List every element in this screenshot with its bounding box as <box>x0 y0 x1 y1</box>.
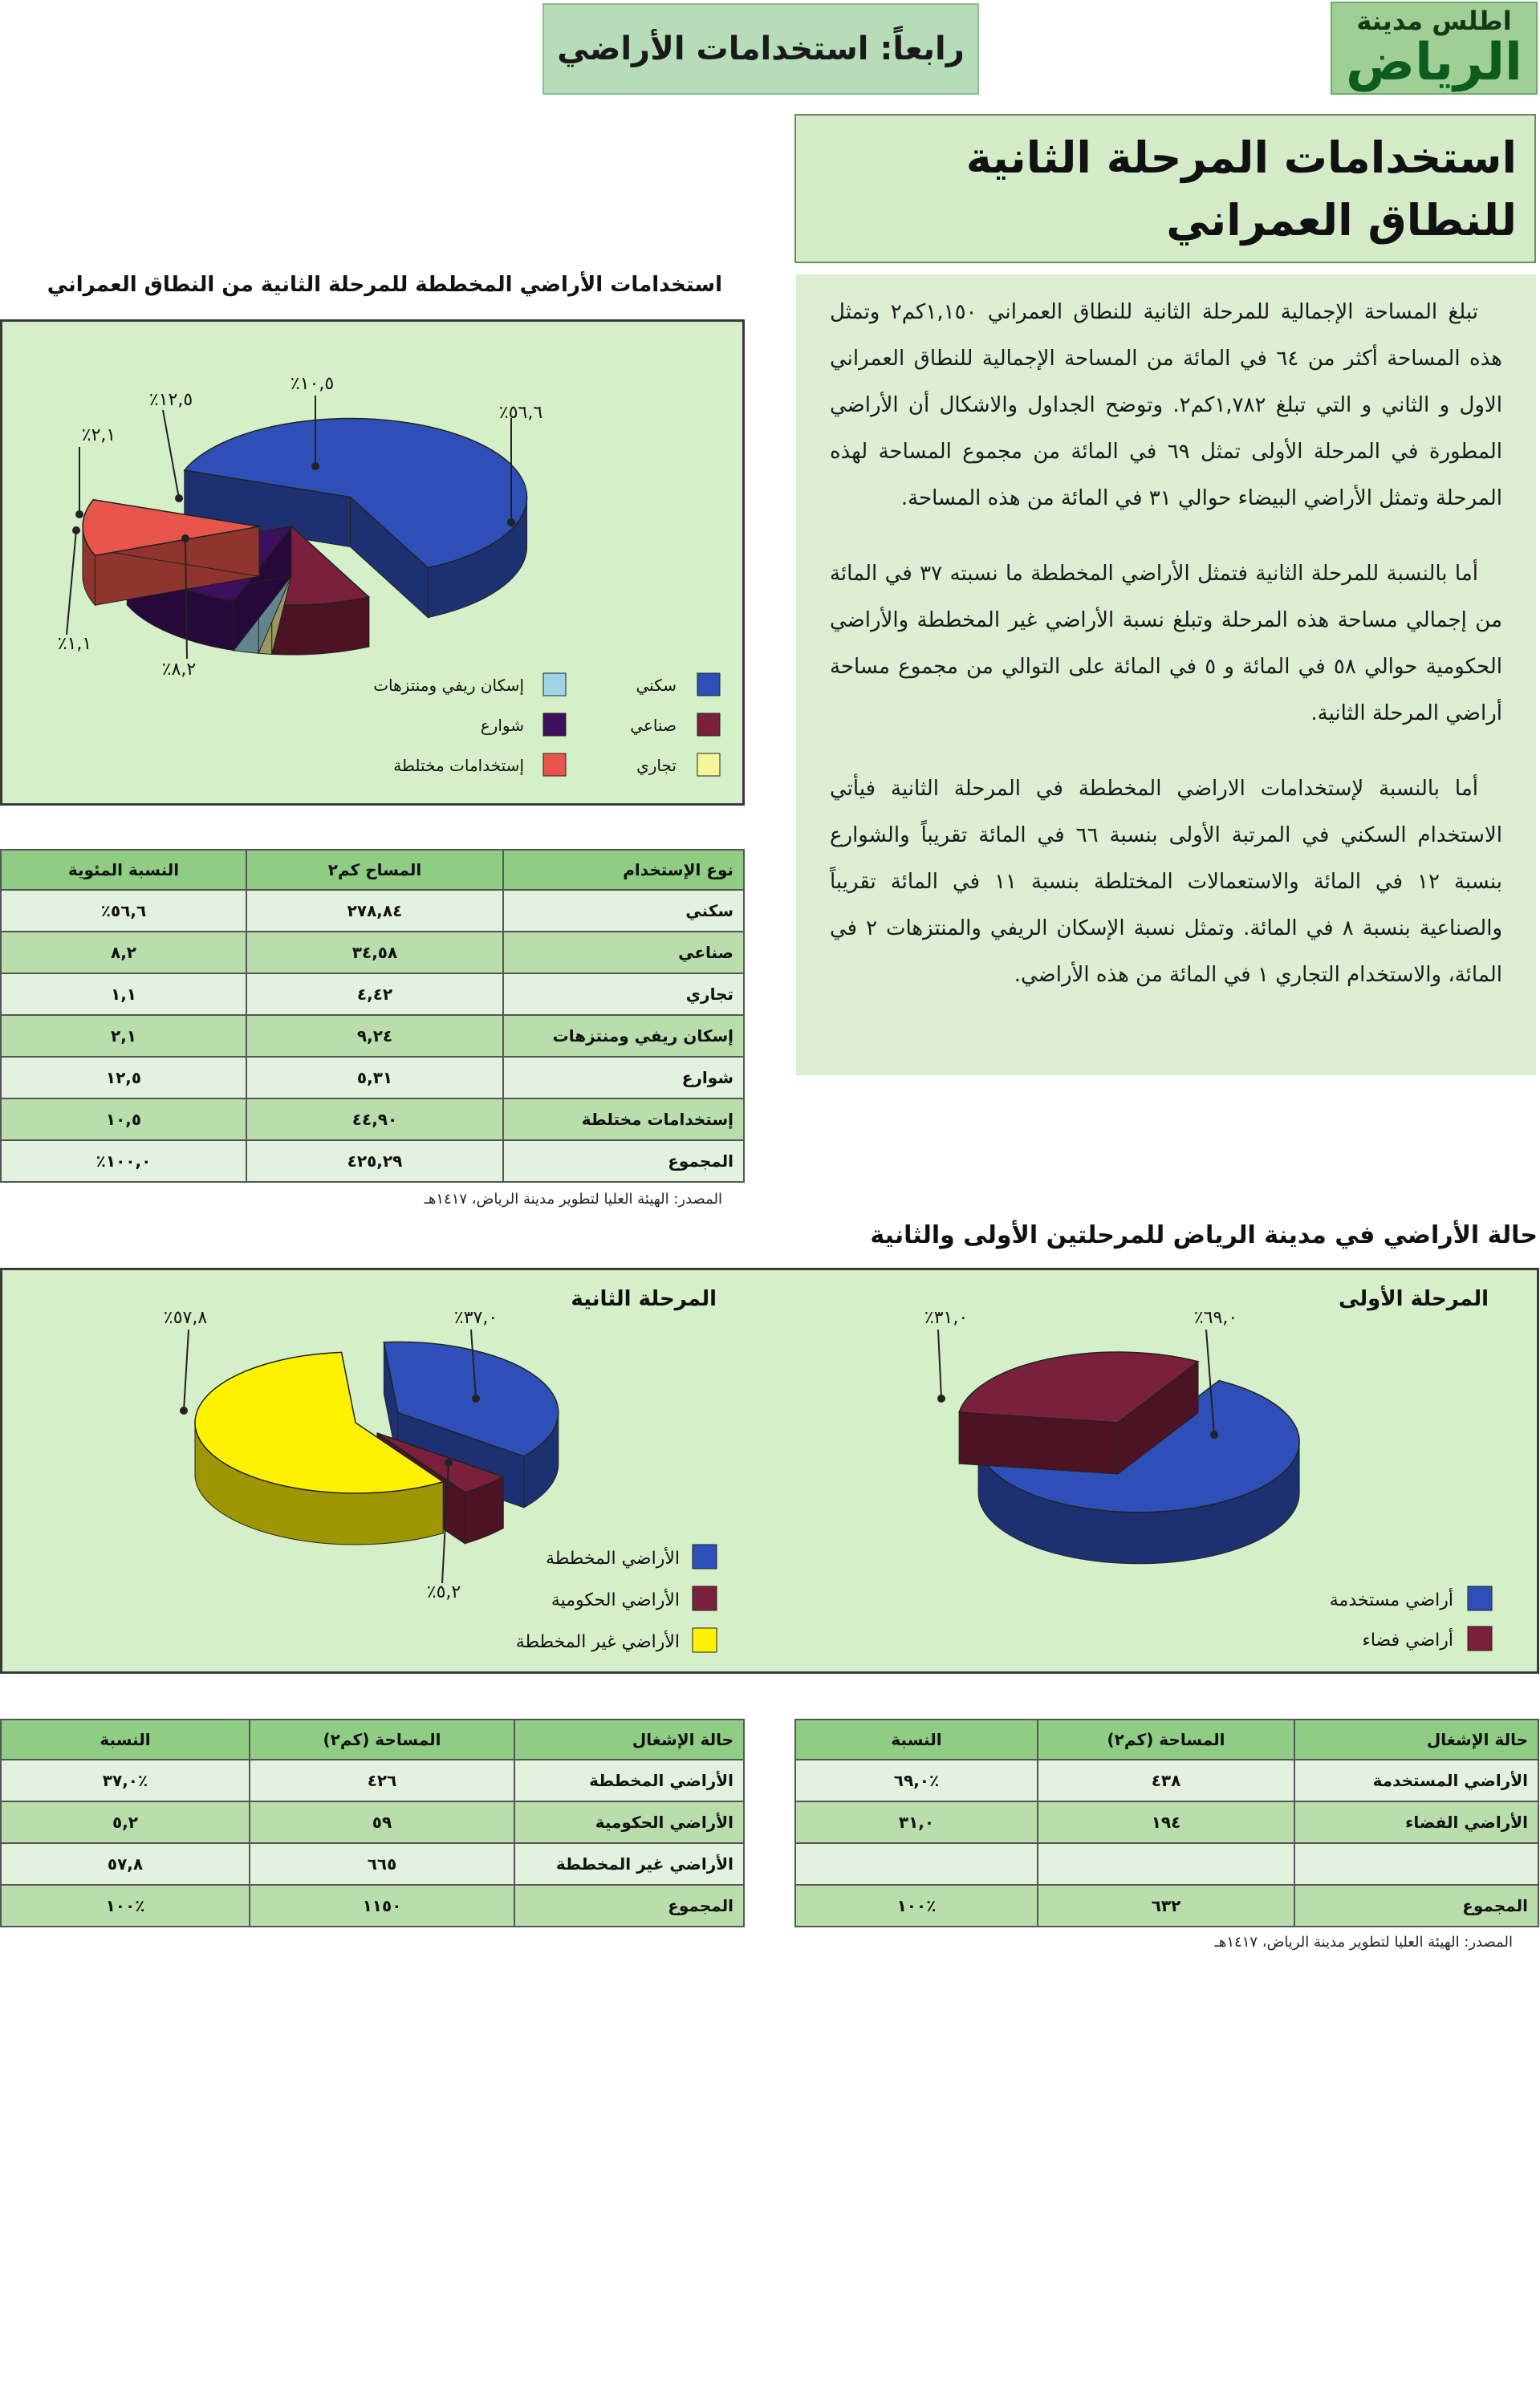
legend-vacant: أراضي فضاء <box>1362 1630 1453 1651</box>
cell: ٩,٢٤ <box>246 1015 503 1057</box>
cell: شوارع <box>503 1057 744 1098</box>
page-title-line1: استخدامات المرحلة الثانية <box>965 132 1517 183</box>
cell <box>1038 1843 1294 1885</box>
table3-header-status: حالة الإشغال <box>514 1720 744 1760</box>
legend-swatch-industrial <box>697 713 720 736</box>
cell: الأراضي المخططة <box>514 1760 744 1801</box>
body-paragraph-1: تبلغ المساحة الإجمالية للمرحلة الثانية للنطاق العمراني ١,١٥٠كم٢ وتمثل هذه المساحة أكثر من ٦٤ في المائة من المساحة الإجمالية للنطاق العمراني الاول و الثاني و التي تبلغ ١,٧٨٢كم٢. وتوضح الجداول والاشكال أن الأراضي المطورة في المرحلة الأولى تمثل ٦٩ في المائة من مجموع المساحة لهذه المرحلة وتمثل الأراضي البيضاء حوالي ٣١ في المائة من هذه المساحة. <box>830 300 1503 510</box>
table1 <box>0 849 745 1183</box>
body-paragraph-3: أما بالنسبة لإستخدامات الاراضي المخططة في المرحلة الثانية فيأتي الاستخدام السكني في المرتبة الأولى بنسبة ٦٦ في المائة تقريباً والشوارع بنسبة ١٢ في المائة والاستعمالات المختلطة بنسبة ١١ في المائة تقريباً والصناعية بنسبة ٨ في المائة. وتمثل نسبة الإسكان الريفي والمنتزهات ٢ في المائة، والاستخدام التجاري ١ في المائة من هذه الأراضي. <box>830 777 1503 987</box>
legend-rural: إسكان ريفي ومنتزهات <box>373 676 524 695</box>
body-text-panel <box>796 274 1536 1075</box>
legend-swatch-mixed <box>543 753 566 776</box>
legend-used: أراضي مستخدمة <box>1329 1590 1453 1610</box>
chart1-label-commercial: ٪١,١ <box>57 634 92 654</box>
cell: ١٠٠,٠٪ <box>1 1140 246 1182</box>
cell: المجموع <box>514 1885 744 1927</box>
page-title-box <box>794 114 1536 263</box>
cell <box>795 1843 1038 1885</box>
cell: ٤٣٨ <box>1038 1760 1294 1801</box>
table-row <box>1 1843 744 1885</box>
cell: إسكان ريفي ومنتزهات <box>503 1015 744 1057</box>
cell: ٢٧٨,٨٤ <box>246 890 503 932</box>
cell: المجموع <box>1294 1885 1538 1927</box>
legend-industrial: صناعي <box>630 716 677 735</box>
legend-swatch-streets <box>543 713 566 736</box>
atlas-logo <box>1331 2 1538 95</box>
cell: ٥,٢ <box>1 1801 250 1843</box>
chart1-svg <box>2 322 742 803</box>
table1-source: المصدر: الهيئة العليا لتطوير مدينة الرياض، ١٤١٧هـ <box>424 1191 722 1208</box>
cell: ٥٧,٨ <box>1 1843 250 1885</box>
cell: ٪٣٧,٠ <box>1 1760 250 1801</box>
legend-swatch-government <box>693 1586 717 1610</box>
table3-header-area: المساحة (كم٢) <box>250 1720 514 1760</box>
cell: ٢,١ <box>1 1015 246 1057</box>
phase2-label-government: ٪٥,٢ <box>426 1582 461 1602</box>
table2 <box>794 1719 1539 1927</box>
cell: الأراضي الفضاء <box>1294 1801 1538 1843</box>
cell: ٣٤,٥٨ <box>246 932 503 973</box>
table3-header-percent: النسبة <box>1 1720 250 1760</box>
cell: ٦٣٢ <box>1038 1885 1294 1927</box>
cell: المجموع <box>503 1140 744 1182</box>
cell: ٨,٢ <box>1 932 246 973</box>
phase1-label-vacant: ٪٣١,٠ <box>924 1308 969 1328</box>
legend-planned: الأراضي المخططة <box>545 1549 680 1569</box>
cell: الأراضي المستخدمة <box>1294 1760 1538 1801</box>
cell: ١٩٤ <box>1038 1801 1294 1843</box>
chart1-label-mixed: ٪١٠,٥ <box>290 374 335 394</box>
logo-line1: اطلس مدينة <box>1356 6 1512 36</box>
cell: صناعي <box>503 932 744 973</box>
phase2-label-unplanned: ٪٥٧,٨ <box>163 1308 208 1328</box>
table2-header-status: حالة الإشغال <box>1294 1720 1538 1760</box>
chart1-legend <box>373 673 720 776</box>
cell: ١,١ <box>1 973 246 1015</box>
table-row <box>795 1760 1538 1801</box>
legend-residential: سكني <box>636 676 677 695</box>
chart1-label-rural: ٪٢,١ <box>81 425 116 445</box>
legend-swatch-planned <box>693 1545 717 1569</box>
cell: ٣١,٠ <box>795 1801 1038 1843</box>
chart1-label-streets: ٪١٢,٥ <box>148 390 193 410</box>
table-row <box>1 890 744 932</box>
cell: ٥٦,٦٪ <box>1 890 246 932</box>
body-paragraph-2: أما بالنسبة للمرحلة الثانية فتمثل الأراضي المخططة ما نسبته ٣٧ في المائة من إجمالي مساحة هذه المرحلة وتبلغ نسبة الأراضي غير المخططة والأراضي الحكومية حوالي ٥٨ في المائة و ٥ في المائة على التوالي من مجموع مساحة أراضي المرحلة الثانية. <box>830 562 1503 725</box>
table-row <box>1 973 744 1015</box>
cell: سكني <box>503 890 744 932</box>
section-header <box>542 3 979 95</box>
cell: إستخدامات مختلطة <box>503 1098 744 1140</box>
cell: ٪١٠٠ <box>795 1885 1038 1927</box>
table1-header-area: المساح كم٢ <box>246 850 503 890</box>
legend-mixed: إستخدامات مختلطة <box>393 756 524 775</box>
table3 <box>0 1719 745 1927</box>
table-row <box>1 1760 744 1801</box>
table2-source: المصدر: الهيئة العليا لتطوير مدينة الرياض، ١٤١٧هـ <box>1214 1934 1513 1951</box>
cell: ٥٩ <box>250 1801 514 1843</box>
legend-swatch-commercial <box>697 753 720 776</box>
cell: الأراضي الحكومية <box>514 1801 744 1843</box>
table-row <box>1 1015 744 1057</box>
chart2-frame <box>0 1268 1539 1674</box>
chart1-label-residential: ٪٥٦,٦ <box>498 403 543 423</box>
legend-unplanned: الأراضي غير المخططة <box>515 1632 680 1652</box>
cell: ١٠,٥ <box>1 1098 246 1140</box>
chart2-legend <box>516 1545 1492 1652</box>
phase1-label-used: ٪٦٩,٠ <box>1193 1308 1238 1328</box>
legend-commercial: تجاري <box>636 756 677 775</box>
cell: تجاري <box>503 973 744 1015</box>
chart2-title: حالة الأراضي في مدينة الرياض للمرحلتين الأولى والثانية <box>870 1221 1538 1249</box>
cell: ٤٤,٩٠ <box>246 1098 503 1140</box>
legend-swatch-unplanned <box>693 1628 717 1652</box>
chart1-label-industrial: ٪٨,٢ <box>161 660 197 680</box>
cell: ٥,٣١ <box>246 1057 503 1098</box>
legend-swatch-residential <box>697 673 720 696</box>
phase2-label-planned: ٪٣٧,٠ <box>453 1308 498 1328</box>
cell: ٪١٠٠ <box>1 1885 250 1927</box>
table2-header-area: المساحة (كم٢) <box>1038 1720 1294 1760</box>
phase1-title: المرحلة الأولى <box>1339 1287 1489 1311</box>
cell: ٤٢٦ <box>250 1760 514 1801</box>
table-row <box>795 1885 1538 1927</box>
chart1-title: استخدامات الأراضي المخططة للمرحلة الثانية من النطاق العمراني <box>47 273 722 297</box>
cell: ٪٦٩,٠ <box>795 1760 1038 1801</box>
table-row <box>1 1140 744 1182</box>
chart2-svg <box>2 1270 1537 1671</box>
table-row <box>795 1843 1538 1885</box>
cell: ٤,٤٢ <box>246 973 503 1015</box>
chart1-frame <box>0 319 745 806</box>
cell <box>1294 1843 1538 1885</box>
table-row <box>1 932 744 973</box>
table-row <box>1 1098 744 1140</box>
legend-swatch-rural <box>543 673 566 696</box>
legend-swatch-used <box>1468 1586 1492 1610</box>
table-row <box>795 1801 1538 1843</box>
section-label: رابعاً: استخدامات الأراضي <box>557 30 965 67</box>
cell: ١١٥٠ <box>250 1885 514 1927</box>
legend-government: الأراضي الحكومية <box>551 1590 680 1610</box>
legend-swatch-vacant <box>1468 1626 1492 1651</box>
table2-header-percent: النسبة <box>795 1720 1038 1760</box>
phase2-title: المرحلة الثانية <box>571 1287 717 1311</box>
page-title-line2: للنطاق العمراني <box>1166 195 1517 246</box>
table1-header-type: نوع الإستخدام <box>503 850 744 890</box>
cell: ٤٢٥,٢٩ <box>246 1140 503 1182</box>
table-row <box>1 1885 744 1927</box>
table-row <box>1 1057 744 1098</box>
table-row <box>1 1801 744 1843</box>
logo-line2: الرياض <box>1346 33 1522 92</box>
cell: ١٢,٥ <box>1 1057 246 1098</box>
cell: ٦٦٥ <box>250 1843 514 1885</box>
legend-streets: شوارع <box>480 716 524 735</box>
cell: الأراضي غير المخططة <box>514 1843 744 1885</box>
table1-header-percent: النسبة المئوية <box>1 850 246 890</box>
